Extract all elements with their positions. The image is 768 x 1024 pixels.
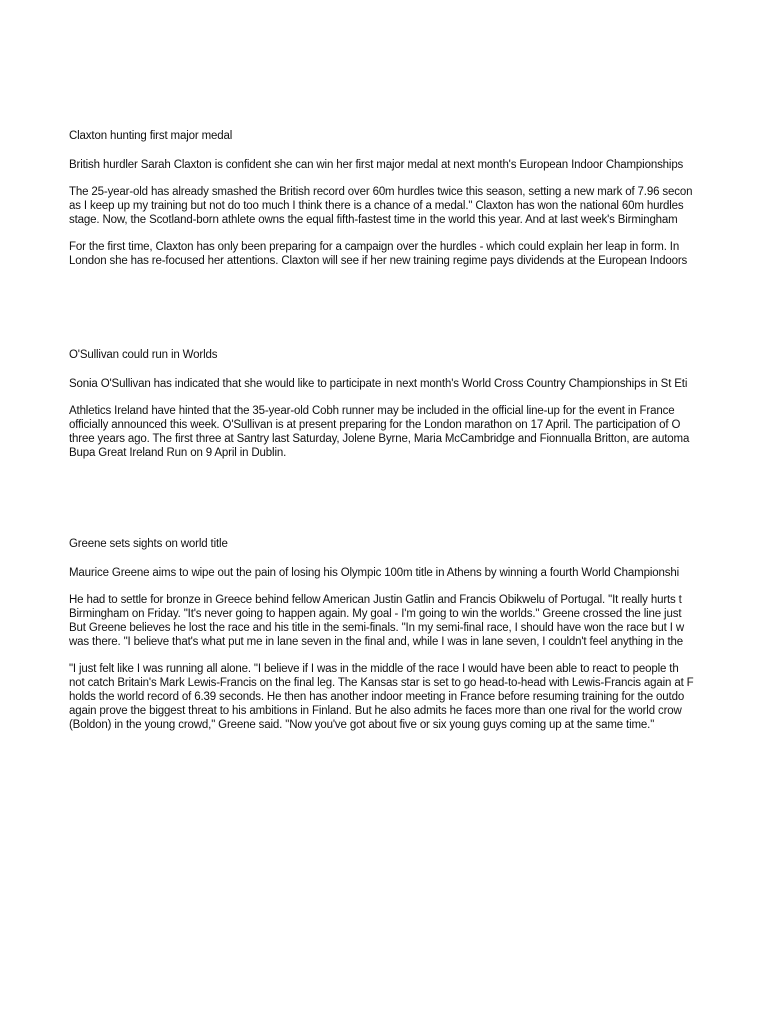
article-paragraph xyxy=(69,593,768,649)
article-greene xyxy=(69,537,768,732)
article-paragraph xyxy=(69,158,768,172)
text-line: three years ago. The first three at Santry last Saturday, Jolene Byrne, Maria McCambridge and Fionnualla Britton, are automa xyxy=(69,433,690,445)
text-line: was there. "I believe that's what put me in lane seven in the final and, while I was in lane seven, I couldn't feel anything in the xyxy=(69,636,684,648)
text-line: not catch Britain's Mark Lewis-Francis on the final leg. The Kansas star is set to go head-to-head with Lewis-Francis again at F xyxy=(69,677,694,689)
article-paragraph xyxy=(69,240,768,268)
text-line: holds the world record of 6.39 seconds. He then has another indoor meeting in France before resuming training for the outdo xyxy=(69,691,685,703)
article-paragraph xyxy=(69,566,768,580)
text-line: Birmingham on Friday. "It's never going to happen again. My goal - I'm going to win the worlds." Greene crossed the line just xyxy=(69,608,682,620)
text-line: He had to settle for bronze in Greece behind fellow American Justin Gatlin and Francis Obikwelu of Portugal. "It really hurts t xyxy=(69,594,682,606)
text-line: as I keep up my training but not do too much I think there is a chance of a medal." Claxton has won the national 60m hurdles xyxy=(69,200,684,212)
text-line: Sonia O'Sullivan has indicated that she would like to participate in next month's World Cross Country Championships in St Eti xyxy=(69,378,688,390)
article-claxton xyxy=(69,129,768,268)
article-osullivan xyxy=(69,348,768,460)
text-line: Maurice Greene aims to wipe out the pain of losing his Olympic 100m title in Athens by winning a fourth World Championshi xyxy=(69,567,679,579)
text-line: "I just felt like I was running all alone. "I believe if I was in the middle of the race I would have been able to react to people th xyxy=(69,663,679,675)
article-paragraph xyxy=(69,662,768,732)
text-line: again prove the biggest threat to his ambitions in Finland. But he also admits he faces more than one rival for the world crow xyxy=(69,705,682,717)
article-title: O'Sullivan could run in Worlds xyxy=(69,349,218,361)
text-line: London she has re-focused her attentions. Claxton will see if her new training regime pays dividends at the European Indoors xyxy=(69,255,688,267)
article-paragraph xyxy=(69,377,768,391)
text-line: But Greene believes he lost the race and his title in the semi-finals. "In my semi-final race, I should have won the race but I w xyxy=(69,622,684,634)
article-title: Greene sets sights on world title xyxy=(69,538,228,550)
text-line: The 25-year-old has already smashed the British record over 60m hurdles twice this season, setting a new mark of 7.96 secon xyxy=(69,186,693,198)
text-line: (Boldon) in the young crowd," Greene said. "Now you've got about five or six young guys coming up at the same time." xyxy=(69,719,655,731)
text-line: Athletics Ireland have hinted that the 35-year-old Cobh runner may be included in the official line-up for the event in France xyxy=(69,405,675,417)
text-line: British hurdler Sarah Claxton is confident she can win her first major medal at next month's European Indoor Championships xyxy=(69,159,684,171)
article-title: Claxton hunting first major medal xyxy=(69,130,233,142)
article-paragraph xyxy=(69,404,768,460)
text-line: Bupa Great Ireland Run on 9 April in Dublin. xyxy=(69,447,287,459)
text-line: stage. Now, the Scotland-born athlete owns the equal fifth-fastest time in the world this year. And at last week's Birmingham xyxy=(69,214,678,226)
text-line: For the first time, Claxton has only been preparing for a campaign over the hurdles - which could explain her leap in form. In xyxy=(69,241,680,253)
article-paragraph xyxy=(69,185,768,227)
text-line: officially announced this week. O'Sullivan is at present preparing for the London marathon on 17 April. The participation of O xyxy=(69,419,681,431)
